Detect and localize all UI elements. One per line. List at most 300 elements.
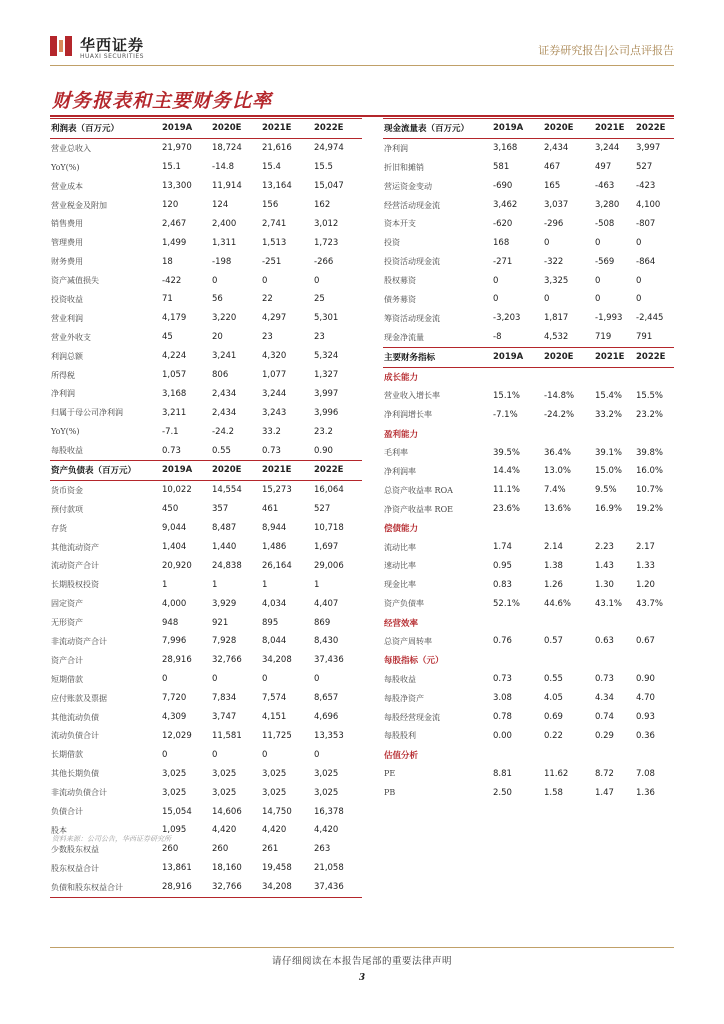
table-row: [50, 214, 362, 233]
row-value: 13,300: [162, 181, 192, 192]
row-value: 0.74: [595, 712, 614, 723]
row-value: 1,327: [314, 370, 339, 381]
row-value: 37,436: [314, 655, 344, 666]
row-value: 0: [544, 237, 550, 248]
row-value: 4,532: [544, 332, 569, 343]
row-value: 2,741: [262, 218, 287, 229]
row-value: 3,025: [262, 768, 287, 779]
row-value: -620: [493, 218, 513, 229]
table-row: [383, 271, 674, 290]
row-value: 0: [595, 275, 601, 286]
row-label: 营运资金变动: [384, 181, 432, 191]
row-value: 467: [544, 162, 561, 173]
row-label: 投资活动现金流: [384, 257, 440, 267]
row-value: 3,025: [162, 787, 187, 798]
table-row: [50, 252, 362, 271]
row-value: 9.5%: [595, 485, 617, 496]
row-label: 净利润: [384, 143, 408, 153]
table-row: [383, 462, 674, 481]
row-value: 0: [636, 275, 642, 286]
data-source-note: 资料来源：公司公告，华西证券研究所: [52, 835, 171, 843]
year-header: 2022E: [312, 119, 362, 139]
row-value: 3,025: [262, 787, 287, 798]
row-label: 归属于母公司净利润: [51, 408, 123, 418]
row-value: 7,574: [262, 693, 287, 704]
row-value: 4,100: [636, 200, 661, 210]
row-value: 15,054: [162, 806, 192, 817]
row-value: 0: [162, 674, 168, 685]
row-value: 21,616: [262, 143, 292, 154]
row-value: 15.4: [262, 162, 281, 173]
row-value: 0.63: [595, 636, 614, 647]
table-row: [383, 727, 674, 746]
right-financial-table: [383, 118, 674, 802]
row-value: 3,012: [314, 218, 339, 229]
table-row: [50, 271, 362, 290]
row-value: -251: [262, 256, 282, 267]
row-value: 921: [212, 617, 229, 628]
row-value: 16.9%: [595, 504, 623, 515]
brand-name: 华西证券: [80, 36, 145, 54]
row-value: 0: [636, 237, 642, 248]
row-label: 非流动负债合计: [51, 788, 107, 798]
row-value: 3,168: [162, 388, 187, 399]
year-header: 2019A: [160, 119, 210, 139]
year-header: 2019A: [160, 461, 210, 481]
year-header: 2022E: [312, 461, 362, 481]
header-divider: [50, 65, 674, 66]
group-label: 盈利能力: [384, 429, 419, 440]
row-value: 15.0%: [595, 466, 623, 477]
row-value: 4,151: [262, 712, 287, 723]
row-value: 16.0%: [636, 466, 664, 477]
row-value: 0: [262, 674, 268, 685]
row-value: -7.1%: [493, 409, 518, 420]
row-value: 7.4%: [544, 485, 566, 496]
table-header-row: [50, 119, 362, 139]
row-value: 1,404: [162, 542, 187, 553]
row-value: 0.36: [636, 730, 655, 741]
row-value: 0.73: [595, 674, 614, 685]
row-value: 1: [162, 579, 168, 590]
table-row: [50, 138, 362, 157]
table-row: [50, 480, 362, 499]
group-label: 每股指标（元）: [384, 656, 444, 667]
row-value: 8,044: [262, 636, 287, 647]
row-label: 固定资产: [51, 599, 83, 609]
row-value: 34,208: [262, 655, 292, 666]
row-value: 28,916: [160, 878, 210, 897]
row-label: 营业收入增长率: [384, 391, 440, 401]
row-value: 23: [262, 332, 273, 343]
row-label: 销售费用: [51, 219, 83, 229]
table-row: [50, 613, 362, 632]
row-label: 现金比率: [384, 580, 416, 590]
table-row: [383, 481, 674, 500]
row-value: 1.43: [595, 560, 614, 571]
table-row: [50, 689, 362, 708]
row-value: 0.69: [544, 712, 563, 723]
row-value: 0.73: [262, 445, 281, 456]
row-value: 3,929: [212, 598, 237, 609]
section-header-label: 现金流量表（百万元）: [383, 119, 491, 139]
table-row: [50, 708, 362, 727]
row-value: 23: [314, 332, 325, 343]
table-row: [50, 594, 362, 613]
row-label: 营业成本: [51, 181, 83, 191]
row-value: 12,029: [162, 730, 192, 741]
year-header: 2020E: [542, 347, 593, 367]
row-value: 1.30: [595, 579, 614, 590]
row-label: 长期借款: [51, 750, 83, 760]
table-row: [50, 441, 362, 460]
row-value: 11,725: [262, 730, 292, 741]
row-label: 流动负债合计: [51, 731, 99, 741]
section-header-label: 利润表（百万元）: [50, 119, 160, 139]
row-value: 7,834: [212, 693, 237, 704]
row-value: 56: [212, 294, 223, 305]
row-label: 所得税: [51, 370, 75, 380]
row-value: 19,458: [262, 863, 292, 874]
row-label: 股权募资: [384, 276, 416, 286]
row-label: PE: [384, 769, 396, 779]
row-label: 负债和股东权益合计: [50, 878, 160, 897]
row-label: 速动比率: [384, 561, 416, 571]
row-label: 营业利润: [51, 313, 83, 323]
table-header-row: [383, 119, 674, 139]
row-value: 2,400: [212, 218, 237, 229]
row-label: YoY(%): [51, 162, 80, 172]
year-header: 2020E: [542, 119, 593, 139]
table-row: [50, 575, 362, 594]
row-value: 527: [636, 162, 653, 173]
row-value: 37,436: [312, 878, 362, 897]
row-label: 毛利率: [384, 448, 408, 458]
row-value: 3,025: [162, 768, 187, 779]
table-row: [50, 347, 362, 366]
row-value: 948: [162, 617, 179, 628]
group-header-row: [383, 367, 674, 386]
row-value: 3,025: [212, 768, 237, 779]
row-value: 1.38: [544, 560, 563, 571]
row-label: 长期股权投资: [51, 580, 99, 590]
row-value: 1.47: [595, 787, 614, 798]
row-value: 13,164: [262, 181, 292, 192]
table-row: [383, 309, 674, 328]
table-row: [50, 878, 362, 897]
row-value: 3,462: [493, 200, 518, 210]
row-value: 4,034: [262, 598, 287, 609]
row-value: 2,434: [544, 143, 569, 154]
row-value: 26,164: [262, 560, 292, 571]
group-header-row: [383, 613, 674, 632]
row-value: 3,325: [544, 275, 569, 286]
row-value: 0.95: [493, 560, 512, 571]
row-value: -296: [544, 218, 564, 229]
row-value: 0: [314, 749, 320, 760]
row-value: 8.81: [493, 768, 512, 779]
row-value: 8,430: [314, 636, 339, 647]
year-header: 2022E: [634, 347, 674, 367]
table-row: [383, 594, 674, 613]
year-header: 2022E: [634, 119, 674, 139]
table-row: [50, 632, 362, 651]
row-value: 1,311: [212, 237, 237, 248]
row-value: 52.1%: [493, 598, 521, 609]
title-divider: [50, 115, 674, 117]
row-label: 无形资产: [51, 618, 83, 628]
row-value: 15,273: [262, 485, 292, 496]
row-value: 4,420: [262, 825, 287, 836]
row-value: 0.57: [544, 636, 563, 647]
row-value: 4.05: [544, 693, 563, 704]
huaxi-logo-icon: [50, 34, 72, 58]
row-value: -24.2: [212, 426, 234, 437]
row-value: 3,168: [493, 143, 518, 154]
row-value: 4.70: [636, 693, 655, 704]
table-row: [50, 859, 362, 878]
row-value: 3,997: [636, 143, 661, 154]
row-value: 1,513: [262, 237, 287, 248]
table-row: [383, 500, 674, 519]
row-value: 1,095: [162, 825, 187, 836]
table-row: [383, 632, 674, 651]
row-value: 19.2%: [636, 504, 664, 515]
row-value: 0.83: [493, 579, 512, 590]
row-value: 0: [162, 749, 168, 760]
row-value: 34,208: [260, 878, 312, 897]
row-label: 营业外收支: [51, 332, 91, 342]
row-value: 263: [314, 844, 331, 855]
row-value: 1.26: [544, 579, 563, 590]
row-value: -1,993: [595, 313, 623, 324]
row-value: 0: [262, 275, 268, 286]
row-value: 45: [162, 332, 173, 343]
row-value: 869: [314, 617, 331, 628]
row-value: 0: [314, 275, 320, 286]
row-value: 15.4%: [595, 390, 623, 401]
table-row: [383, 252, 674, 271]
row-value: 165: [544, 181, 561, 192]
row-value: 0.29: [595, 730, 614, 741]
row-value: 15.1: [162, 162, 181, 173]
table-row: [50, 519, 362, 538]
row-value: 120: [162, 200, 179, 210]
row-value: 4,000: [162, 598, 187, 609]
row-value: 1,486: [262, 542, 287, 553]
row-value: 15,047: [314, 181, 344, 192]
row-value: 3.08: [493, 693, 512, 704]
row-value: 124: [212, 200, 229, 210]
row-value: 2.50: [493, 787, 512, 798]
row-value: -14.8%: [544, 390, 575, 401]
row-value: 1,817: [544, 313, 569, 324]
row-value: 2,467: [162, 218, 187, 229]
table-row: [50, 403, 362, 422]
row-value: -690: [493, 181, 513, 192]
row-label: 筹资活动现金流: [384, 313, 440, 323]
row-label: 每股收益: [51, 446, 83, 456]
table-row: [383, 138, 674, 157]
row-label: 负债合计: [51, 807, 83, 816]
row-value: 0: [212, 275, 218, 286]
row-value: 71: [162, 294, 173, 305]
row-label: 流动比率: [384, 542, 416, 552]
row-value: 36.4%: [544, 447, 572, 458]
table-row: [50, 422, 362, 441]
row-label: 现金净流量: [384, 332, 424, 342]
table-row: [383, 556, 674, 575]
row-value: 7,996: [162, 636, 187, 647]
table-row: [383, 764, 674, 783]
row-value: -7.1: [162, 426, 179, 437]
row-value: 10,718: [314, 523, 344, 534]
row-value: 0.22: [544, 730, 563, 741]
row-label: 其他流动负债: [51, 712, 99, 722]
document-type: 证券研究报告|公司点评报告: [538, 44, 674, 57]
row-value: 527: [314, 504, 331, 515]
row-value: 3,037: [544, 200, 569, 210]
section-header-label: 主要财务指标: [383, 347, 491, 367]
row-label: 资产负债率: [384, 599, 424, 609]
row-value: 0: [595, 294, 601, 305]
row-value: 8,657: [314, 693, 339, 704]
year-header: 2021E: [593, 119, 634, 139]
row-label: 资产减值损失: [51, 276, 99, 286]
table-row: [50, 651, 362, 670]
group-label: 偿债能力: [384, 524, 419, 535]
year-header: 2020E: [210, 119, 260, 139]
row-value: 1,697: [314, 542, 339, 553]
row-value: 357: [212, 504, 229, 515]
row-label: 总资产收益率 ROA: [384, 485, 453, 495]
row-label: 债务募资: [384, 294, 416, 304]
row-value: 8,487: [212, 523, 237, 534]
row-value: 0.55: [544, 674, 563, 685]
row-value: 806: [212, 370, 229, 381]
table-row: [50, 783, 362, 802]
row-value: 1.74: [493, 542, 512, 553]
table-row: [383, 405, 674, 424]
row-value: 4,297: [262, 313, 287, 324]
table-row: [383, 443, 674, 462]
row-value: 4,224: [162, 351, 187, 362]
table-row: [383, 177, 674, 196]
table-row: [383, 670, 674, 689]
row-value: 3,244: [262, 388, 287, 399]
row-value: 1.36: [636, 787, 655, 798]
row-value: 4,309: [162, 712, 187, 723]
row-value: 0: [493, 275, 499, 286]
row-value: 8,944: [262, 523, 287, 534]
group-header-row: [383, 745, 674, 764]
row-value: 4.34: [595, 693, 614, 704]
row-value: 33.2: [262, 426, 281, 437]
row-value: -422: [162, 275, 182, 286]
row-value: 0: [212, 749, 218, 760]
table-row: [383, 708, 674, 727]
row-label: 其他流动资产: [51, 542, 99, 552]
row-value: 162: [314, 200, 331, 210]
row-value: 4,696: [314, 712, 339, 723]
row-value: 32,766: [212, 655, 242, 666]
row-label: 净利润增长率: [384, 410, 432, 420]
legal-disclaimer: 请仔细阅读在本报告尾部的重要法律声明: [271, 956, 452, 967]
group-header-row: [383, 424, 674, 443]
row-value: 15.5%: [636, 390, 664, 401]
year-header: 2021E: [260, 119, 312, 139]
row-value: 13.6%: [544, 504, 572, 515]
row-value: 14,606: [212, 806, 242, 817]
table-row: [50, 802, 362, 821]
year-header: 2020E: [210, 461, 260, 481]
row-value: -14.8: [212, 162, 234, 173]
row-value: 13,861: [162, 863, 192, 874]
row-value: 11,914: [212, 181, 242, 192]
row-value: 18,724: [212, 143, 242, 154]
row-value: 3,220: [212, 313, 237, 324]
row-label: 存货: [51, 523, 67, 533]
row-value: 1,723: [314, 237, 339, 248]
group-label: 经营效率: [384, 618, 419, 629]
table-row: [50, 670, 362, 689]
row-value: -2,445: [636, 313, 664, 324]
row-value: -322: [544, 256, 564, 267]
table-row: [50, 158, 362, 177]
row-value: 7,720: [162, 693, 187, 704]
table-row: [383, 328, 674, 347]
row-value: 43.1%: [595, 598, 623, 609]
row-value: 4,179: [162, 313, 187, 324]
row-value: 3,243: [262, 407, 287, 418]
row-value: 25: [314, 294, 325, 305]
row-value: 39.1%: [595, 447, 623, 458]
group-header-row: [383, 651, 674, 670]
row-value: 3,747: [212, 712, 237, 723]
row-value: 3,025: [212, 787, 237, 798]
row-value: 3,244: [595, 143, 620, 154]
row-value: 1: [314, 579, 320, 590]
row-value: 0.00: [493, 730, 512, 741]
row-value: -463: [595, 181, 615, 192]
table-row: [383, 386, 674, 405]
page-number: 3: [358, 973, 366, 983]
row-label: 股本: [51, 825, 67, 835]
section-title: 财务报表和主要财务比率: [52, 90, 273, 112]
row-label: 每股经营现金流: [384, 712, 440, 722]
row-label: 货币资金: [51, 485, 83, 495]
row-value: 450: [162, 504, 179, 515]
footer-divider: [50, 947, 674, 948]
group-label: 估值分析: [384, 750, 419, 761]
row-value: 0.90: [636, 674, 655, 685]
table-row: [50, 177, 362, 196]
row-value: 28,916: [162, 655, 192, 666]
row-value: 44.6%: [544, 598, 572, 609]
row-value: 0: [544, 294, 550, 305]
row-value: 1,440: [212, 542, 237, 553]
row-label: 流动资产合计: [51, 561, 99, 571]
row-label: 预付款项: [51, 504, 83, 514]
table-row: [50, 538, 362, 557]
table-row: [50, 233, 362, 252]
row-value: 4,407: [314, 598, 339, 609]
row-value: 719: [595, 332, 612, 343]
row-value: 39.8%: [636, 447, 664, 458]
row-value: 3,996: [314, 407, 339, 418]
row-value: 497: [595, 162, 612, 173]
row-value: -24.2%: [544, 409, 575, 420]
